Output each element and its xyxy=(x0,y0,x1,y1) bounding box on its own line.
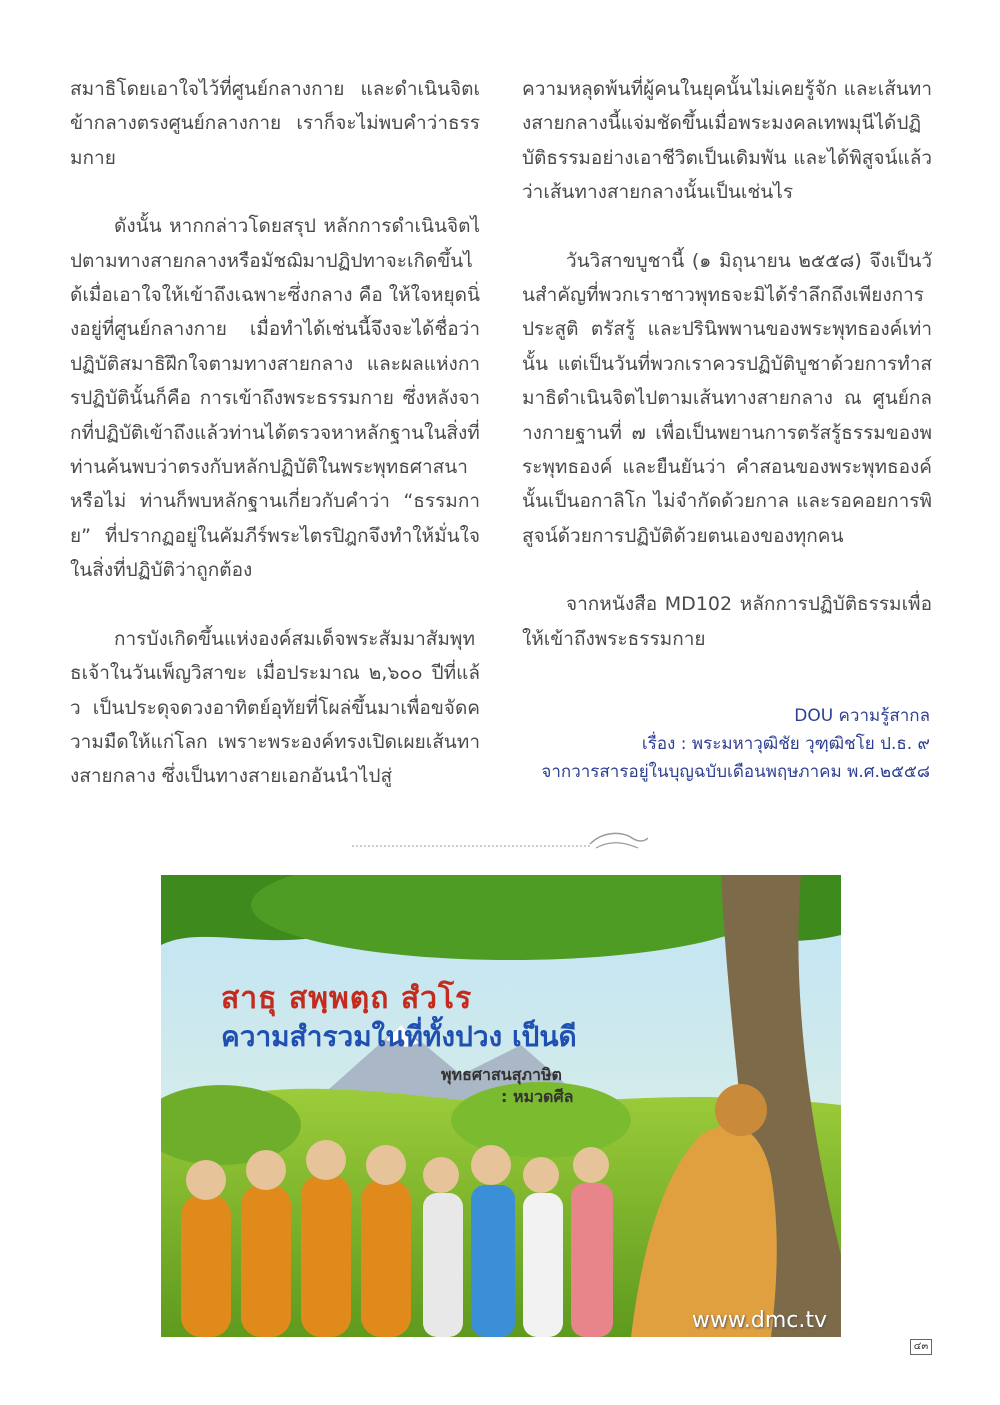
credit-section: DOU ความรู้สากล xyxy=(794,706,930,726)
illustration-image xyxy=(161,875,841,1337)
credit-author: เรื่อง : พระมหาวุฒิชัย วุฑฺฒิชโย ป.ธ. ๙ xyxy=(641,734,930,754)
figure-watermark: www.dmc.tv xyxy=(691,1308,827,1333)
figure-attribution-category: : หมวดศีล xyxy=(501,1087,574,1106)
divider-ornament-icon xyxy=(352,826,648,852)
paragraph: การบังเกิดขึ้นแห่งองค์สมเด็จพระสัมมาสัมพุทธเจ้าในวันเพ็ญวิสาขะ เมื่อประมาณ ๒,๖๐๐ ปีที่แล้ว เป็นประดุจดวงอาทิตย์อุทัยที่โผล่ขึ้นมาเพื่อขจัดความมืดให้แก่โลก เพราะพระองค์ทรงเปิดเผยเส้นทางสายกลาง ซึ่งเป็นทางสายเอกอันนำไปสู่ xyxy=(70,627,480,788)
paragraph: วันวิสาขบูชานี้ (๑ มิถุนายน ๒๕๕๘) จึงเป็นวันสำคัญที่พวกเราชาวพุทธจะมิได้รำลึกถึงเพียงการประสูติ ตรัสรู้ และปรินิพพานของพระพุทธองค์เท่านั้น แต่เป็นวันที่พวกเราควรปฏิบัติบูชาด้วยการทำสมาธิดำเนินจิตไปตามเส้นทางสายกลาง ณ ศูนย์กลางกายฐานที่ ๗ เพื่อเป็นพยานการตรัสรู้ธรรมของพระพุทธองค์ และยืนยันว่า คำสอนของพระพุทธองค์นั้นเป็นอกาลิโก ไม่จำกัดด้วยกาล และรอคอยการพิสูจน์ด้วยการปฏิบัติด้วยตนเองของทุกคน xyxy=(522,249,932,547)
left-column xyxy=(70,72,480,828)
figure-attribution: พุทธศาสนสุภาษิต xyxy=(441,1065,562,1084)
paragraph: ความหลุดพ้นที่ผู้คนในยุคนั้นไม่เคยรู้จัก และเส้นทางสายกลางนี้แจ่มชัดขึ้นเมื่อพระมงคลเทพมุนีได้ปฏิบัติธรรมอย่างเอาชีวิตเป็นเดิมพัน และได้พิสูจน์แล้วว่าเส้นทางสายกลางนั้นเป็นเช่นไร xyxy=(522,78,932,204)
figure-subtitle: ความสำรวมในที่ทั้งปวง เป็นดี xyxy=(221,1020,577,1053)
paragraph: สมาธิโดยเอาใจไว้ที่ศูนย์กลางกาย และดำเนินจิตเข้ากลางตรงศูนย์กลางกาย เราก็จะไม่พบคำว่าธรรมกาย xyxy=(70,78,480,169)
paragraph: ดังนั้น หากกล่าวโดยสรุป หลักการดำเนินจิตไปตามทางสายกลางหรือมัชฌิมาปฏิปทาจะเกิดขึ้นได้เมื่อเอาใจให้เข้าถึงเฉพาะซึ่งกลาง คือ ให้ใจหยุดนิ่งอยู่ที่ศูนย์กลางกาย เมื่อทำได้เช่นนี้จึงจะได้ชื่อว่า ปฏิบัติสมาธิฝึกใจตามทางสายกลาง และผลแห่งการปฏิบัตินั้นก็คือ การเข้าถึงพระธรรมกาย ซึ่งหลังจากที่ปฏิบัติเข้าถึงแล้วท่านได้ตรวจหาหลักฐานในสิ่งที่ท่านค้นพบว่าตรงกับหลักปฏิบัติในพระพุทธศาสนาหรือไม่ ท่านก็พบหลักฐานเกี่ยวกับคำว่า “ธรรมกาย” ที่ปรากฏอยู่ในคัมภีร์พระไตรปิฎกจึงทำให้มั่นใจในสิ่งที่ปฏิบัติว่าถูกต้อง xyxy=(70,215,480,582)
credit-source: จากวารสารอยู่ในบุญฉบับเดือนพฤษภาคม พ.ศ.๒๕๕๘ xyxy=(541,762,930,782)
page-number: ๔๓ xyxy=(910,1339,932,1355)
source-note: จากหนังสือ MD102 หลักการปฏิบัติธรรมเพื่อให้เข้าถึงพระธรรมกาย xyxy=(522,593,932,650)
article-credits xyxy=(541,702,930,786)
figure-title: สาธุ สพฺพตฺถ สํวโร xyxy=(221,981,473,1016)
right-column xyxy=(522,72,932,690)
